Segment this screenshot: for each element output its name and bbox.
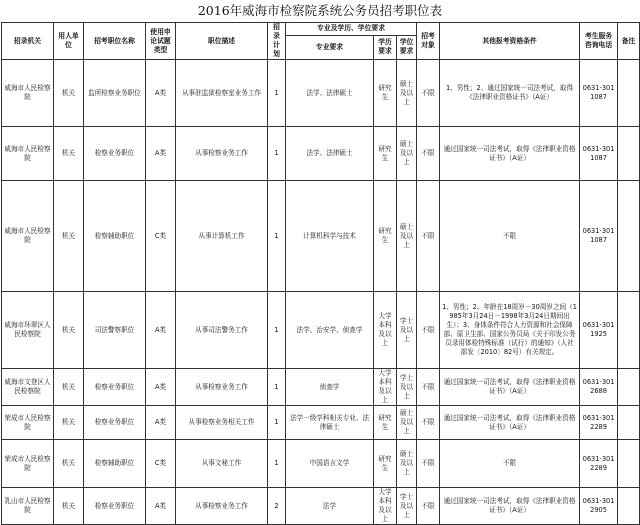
agency-cell: 威海市人民检察院 (2, 181, 54, 292)
education-cell: 研究生 (374, 406, 397, 440)
education-cell: 研究生 (374, 127, 397, 181)
phone-cell: 0631-3011087 (580, 60, 618, 127)
header-conditions: 其他报考资格条件 (440, 23, 580, 60)
header-description: 职位描述 (176, 23, 268, 60)
major-cell: 法学、治安学、侦查学 (286, 292, 374, 369)
unit-cell: 机关 (54, 406, 84, 440)
exam-type-cell: A类 (146, 60, 176, 127)
exam-type-cell: A类 (146, 292, 176, 369)
position-cell: 检察业务职位 (84, 127, 146, 181)
remark-cell (618, 488, 640, 525)
description-cell: 从事计算机工作 (176, 181, 268, 292)
phone-cell: 0631-3011087 (580, 127, 618, 181)
header-phone: 考生服务咨询电话 (580, 23, 618, 60)
major-cell: 法学一级学科相关专业、法律硕士 (286, 406, 374, 440)
plan-cell: 1 (268, 292, 286, 369)
description-cell: 从事检察业务工作 (176, 369, 268, 406)
agency-cell: 荣成市人民检察院 (2, 406, 54, 440)
table-row (2, 488, 640, 525)
unit-cell: 机关 (54, 60, 84, 127)
education-cell: 研究生 (374, 60, 397, 127)
remark-cell (618, 440, 640, 488)
header-position-name: 招考职位名称 (84, 23, 146, 60)
remark-cell (618, 60, 640, 127)
description-cell: 从事文秘工作 (176, 440, 268, 488)
unit-cell: 机关 (54, 369, 84, 406)
table-row (2, 292, 640, 369)
table-row (2, 406, 640, 440)
position-cell: 检察业务职位 (84, 488, 146, 525)
phone-cell: 0631-3012688 (580, 369, 618, 406)
table-row (2, 181, 640, 292)
degree-cell: 硕士及以上 (397, 127, 417, 181)
degree-cell: 学士及以上 (397, 488, 417, 525)
header-agency: 招录机关 (2, 23, 54, 60)
exam-type-cell: A类 (146, 127, 176, 181)
major-cell: 计算机科学与技术 (286, 181, 374, 292)
agency-cell: 威海市人民检察院 (2, 127, 54, 181)
description-cell: 从事司法警务工作 (176, 292, 268, 369)
position-cell: 检察业务职位 (84, 406, 146, 440)
unit-cell: 机关 (54, 488, 84, 525)
conditions-cell: 1、男性；2、通过国家统一司法考试，取得《法律职业资格证书》（A证） (440, 60, 580, 127)
major-cell: 法学、法律硕士 (286, 60, 374, 127)
plan-cell: 1 (268, 127, 286, 181)
plan-cell: 1 (268, 369, 286, 406)
table-row (2, 440, 640, 488)
range-cell: 不限 (417, 369, 440, 406)
remark-cell (618, 369, 640, 406)
phone-cell: 0631-3012905 (580, 488, 618, 525)
range-cell: 不限 (417, 406, 440, 440)
agency-cell: 乳山市人民检察院 (2, 488, 54, 525)
education-cell: 研究生 (374, 181, 397, 292)
unit-cell: 机关 (54, 440, 84, 488)
plan-cell: 2 (268, 488, 286, 525)
description-cell: 从事检察业务工作 (176, 127, 268, 181)
exam-type-cell: A类 (146, 369, 176, 406)
header-education: 学历要求 (374, 35, 397, 59)
education-cell: 大学本科及以上 (374, 369, 397, 406)
conditions-cell: 1、男性；2、年龄在18周岁－30周岁之间（1985年3月24日－1998年3月24日期间出生）；3、身体条件符合人力资源和社会保障部、原卫生部、国家公务员局《关于印发公务员录用体检特殊标准（试行）的通知》（人社部发〔2010〕82号）有关规定。 (440, 292, 580, 369)
degree-cell: 硕士及以上 (397, 440, 417, 488)
remark-cell (618, 292, 640, 369)
description-cell: 从事驻监狱检察室业务工作 (176, 60, 268, 127)
remark-cell (618, 406, 640, 440)
degree-cell: 学士及以上 (397, 292, 417, 369)
plan-cell: 1 (268, 60, 286, 127)
major-cell: 法学 (286, 488, 374, 525)
unit-cell: 机关 (54, 181, 84, 292)
header-plan: 招录计划 (268, 23, 286, 60)
range-cell: 不限 (417, 292, 440, 369)
header-major-group: 专业及学历、学位要求 (286, 23, 417, 36)
conditions-cell: 通过国家统一司法考试，取得《法律职业资格证书》（A证） (440, 406, 580, 440)
exam-type-cell: A类 (146, 488, 176, 525)
education-cell: 大学本科及以上 (374, 292, 397, 369)
phone-cell: 0631-3011925 (580, 292, 618, 369)
conditions-cell: 通过国家统一司法考试，取得《法律职业资格证书》（A证） (440, 369, 580, 406)
header-exam-type: 使用申论试题类型 (146, 23, 176, 60)
conditions-cell: 通过国家统一司法考试，取得《法律职业资格证书》（A证） (440, 488, 580, 525)
degree-cell: 硕士及以上 (397, 60, 417, 127)
range-cell: 不限 (417, 181, 440, 292)
position-cell: 司法警察职位 (84, 292, 146, 369)
major-cell: 中国语言文学 (286, 440, 374, 488)
agency-cell: 威海市人民检察院 (2, 60, 54, 127)
description-cell: 从事检察业务相关工作 (176, 406, 268, 440)
major-cell: 侦查学 (286, 369, 374, 406)
agency-cell: 威海市文登区人民检察院 (2, 369, 54, 406)
degree-cell: 硕士及以上 (397, 181, 417, 292)
education-cell: 大学本科及以上 (374, 488, 397, 525)
description-cell: 从事检察业务工作 (176, 488, 268, 525)
unit-cell: 机关 (54, 292, 84, 369)
degree-cell: 学士及以上 (397, 369, 417, 406)
unit-cell: 机关 (54, 127, 84, 181)
major-cell: 法学、法律硕士 (286, 127, 374, 181)
position-cell: 检察辅助职位 (84, 440, 146, 488)
remark-cell (618, 127, 640, 181)
header-unit: 用人单位 (54, 23, 84, 60)
position-cell: 检察辅助职位 (84, 181, 146, 292)
range-cell: 不限 (417, 488, 440, 525)
plan-cell: 1 (268, 440, 286, 488)
range-cell: 不限 (417, 127, 440, 181)
plan-cell: 1 (268, 406, 286, 440)
agency-cell: 荣成市人民检察院 (2, 440, 54, 488)
education-cell: 研究生 (374, 440, 397, 488)
conditions-cell: 通过国家统一司法考试，取得《法律职业资格证书》（A证） (440, 127, 580, 181)
plan-cell: 1 (268, 181, 286, 292)
phone-cell: 0631-3012289 (580, 406, 618, 440)
table-body (2, 60, 640, 525)
exam-type-cell: A类 (146, 406, 176, 440)
recruitment-table (1, 22, 640, 525)
range-cell: 不限 (417, 440, 440, 488)
position-cell: 检察业务职位 (84, 369, 146, 406)
page-title: 2016年威海市检察院系统公务员招考职位表 (197, 3, 443, 18)
table-row (2, 60, 640, 127)
header-degree: 学位要求 (397, 35, 417, 59)
table-row (2, 127, 640, 181)
conditions-cell: 不限 (440, 181, 580, 292)
exam-type-cell: C类 (146, 440, 176, 488)
phone-cell: 0631-3012289 (580, 440, 618, 488)
range-cell: 不限 (417, 60, 440, 127)
header-remark: 备注 (618, 23, 640, 60)
remark-cell (618, 181, 640, 292)
phone-cell: 0631-3011087 (580, 181, 618, 292)
exam-type-cell: C类 (146, 181, 176, 292)
table-row (2, 369, 640, 406)
position-cell: 监所检察业务职位 (84, 60, 146, 127)
agency-cell: 威海市环翠区人民检察院 (2, 292, 54, 369)
header-major: 专业要求 (286, 35, 374, 59)
degree-cell: 硕士及以上 (397, 406, 417, 440)
header-range: 招考对象 (417, 23, 440, 60)
conditions-cell: 不限 (440, 440, 580, 488)
